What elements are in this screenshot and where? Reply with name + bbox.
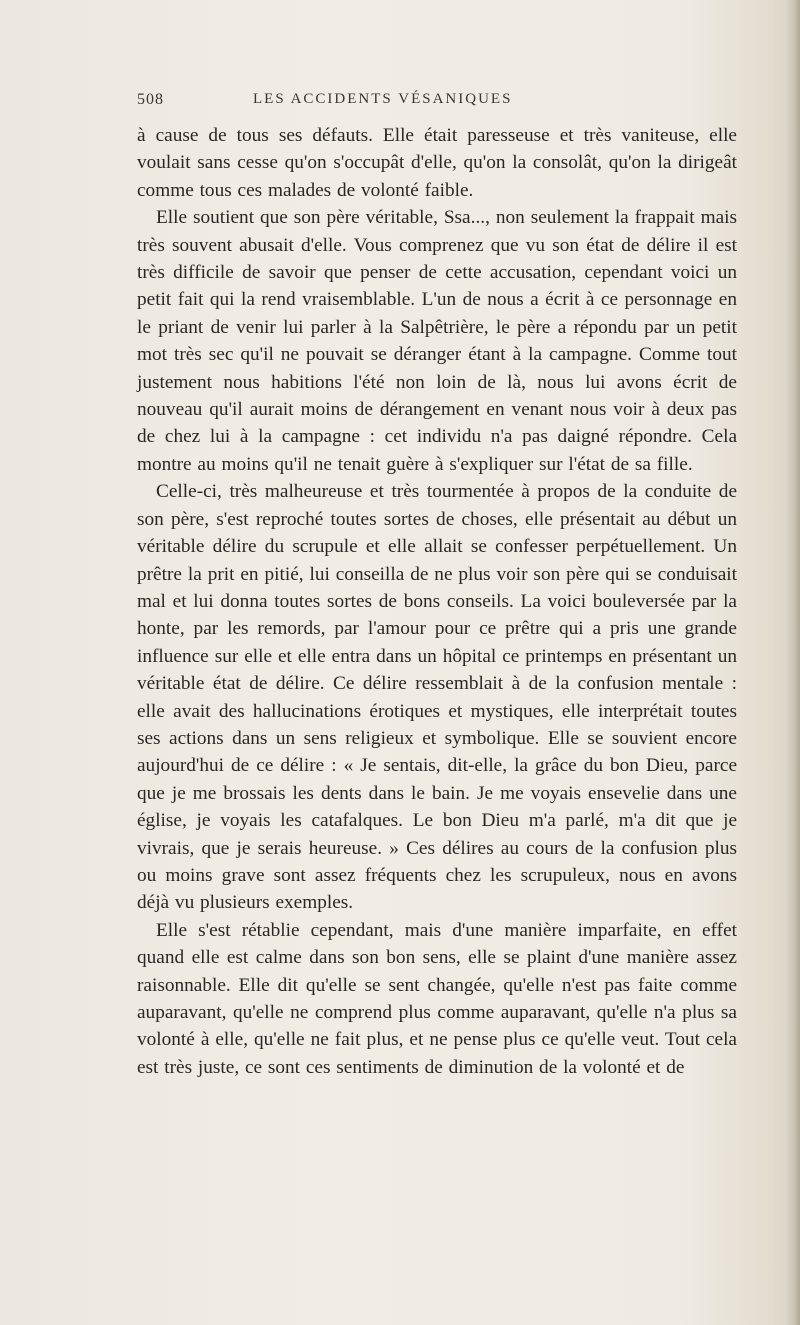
page-edge-shadow bbox=[786, 0, 800, 1325]
paragraph: Elle soutient que son père véritable, Ssa..., non seulement la frappait mais très souvent abusait d'elle. Vous comprenez que vu son état de délire il est très difficile de savoir que penser de cette accusation, cependant voici un petit fait qui la rend vraisemblable. L'un de nous a écrit à ce personnage en le priant de venir lui parler à la Salpêtrière, le père a répondu par un petit mot très sec qu'il ne pouvait se déranger étant à la campagne. Comme tout justement nous habitions l'été non loin de là, nous lui avons écrit de nouveau qu'il aurait moins de dérangement en venant nous voir à deux pas de chez lui à la campagne : cet individu n'a pas daigné répondre. Cela montre au moins qu'il ne tenait guère à s'expliquer sur l'état de sa fille. bbox=[137, 207, 737, 475]
page-header bbox=[137, 91, 737, 117]
text-body bbox=[137, 122, 737, 1081]
paragraph: Celle-ci, très malheureuse et très tourmentée à propos de la conduite de son père, s'est reproché toutes sortes de choses, elle présentait au début un véritable délire du scrupule et elle allait se confesser perpétuellement. Un prêtre la prit en pitié, lui conseilla de ne plus voir son père qui se conduisait mal et lui donna toutes sortes de bons conseils. La voici bouleversée par la honte, par les remords, par l'amour pour ce prêtre qui a pris une grande influence sur elle et elle entra dans un hôpital ce printemps en présentant un véritable état de délire. Ce délire ressemblait à de la confusion mentale : elle avait des hallucinations érotiques et mystiques, elle interprétait toutes ses actions dans un sens religieux et symbolique. Elle se souvient encore aujourd'hui de ce délire : « Je sentais, dit-elle, la grâce du bon Dieu, parce que je me brossais les dents dans le bain. Je me voyais ensevelie dans une église, je voyais les catafalques. Le bon Dieu m'a parlé, m'a dit que je vivrais, que je serais heureuse. » Ces délires au cours de la confusion plus ou moins grave sont assez fréquents chez les scrupuleux, nous en avons déjà vu plusieurs exemples. bbox=[137, 481, 737, 914]
running-title: LES ACCIDENTS VÉSANIQUES bbox=[253, 91, 513, 107]
page-number: 508 bbox=[137, 91, 164, 108]
paragraph: Elle s'est rétablie cependant, mais d'une manière imparfaite, en effet quand elle est calme dans son bon sens, elle se plaint d'une manière assez raisonnable. Elle dit qu'elle se sent changée, qu'elle n'est pas faite comme auparavant, qu'elle ne comprend plus comme auparavant, qu'elle n'a plus sa volonté à elle, qu'elle ne fait plus, et ne pense plus ce qu'elle veut. Tout cela est très juste, ce sont ces sentiments de diminution de la volonté et de bbox=[137, 919, 737, 1078]
paragraph-continued: à cause de tous ses défauts. Elle était paresseuse et très vaniteuse, elle voulait sans cesse qu'on s'occupât d'elle, qu'on la consolât, qu'on la dirigeât comme tous ces malades de volonté faible. bbox=[137, 125, 737, 201]
